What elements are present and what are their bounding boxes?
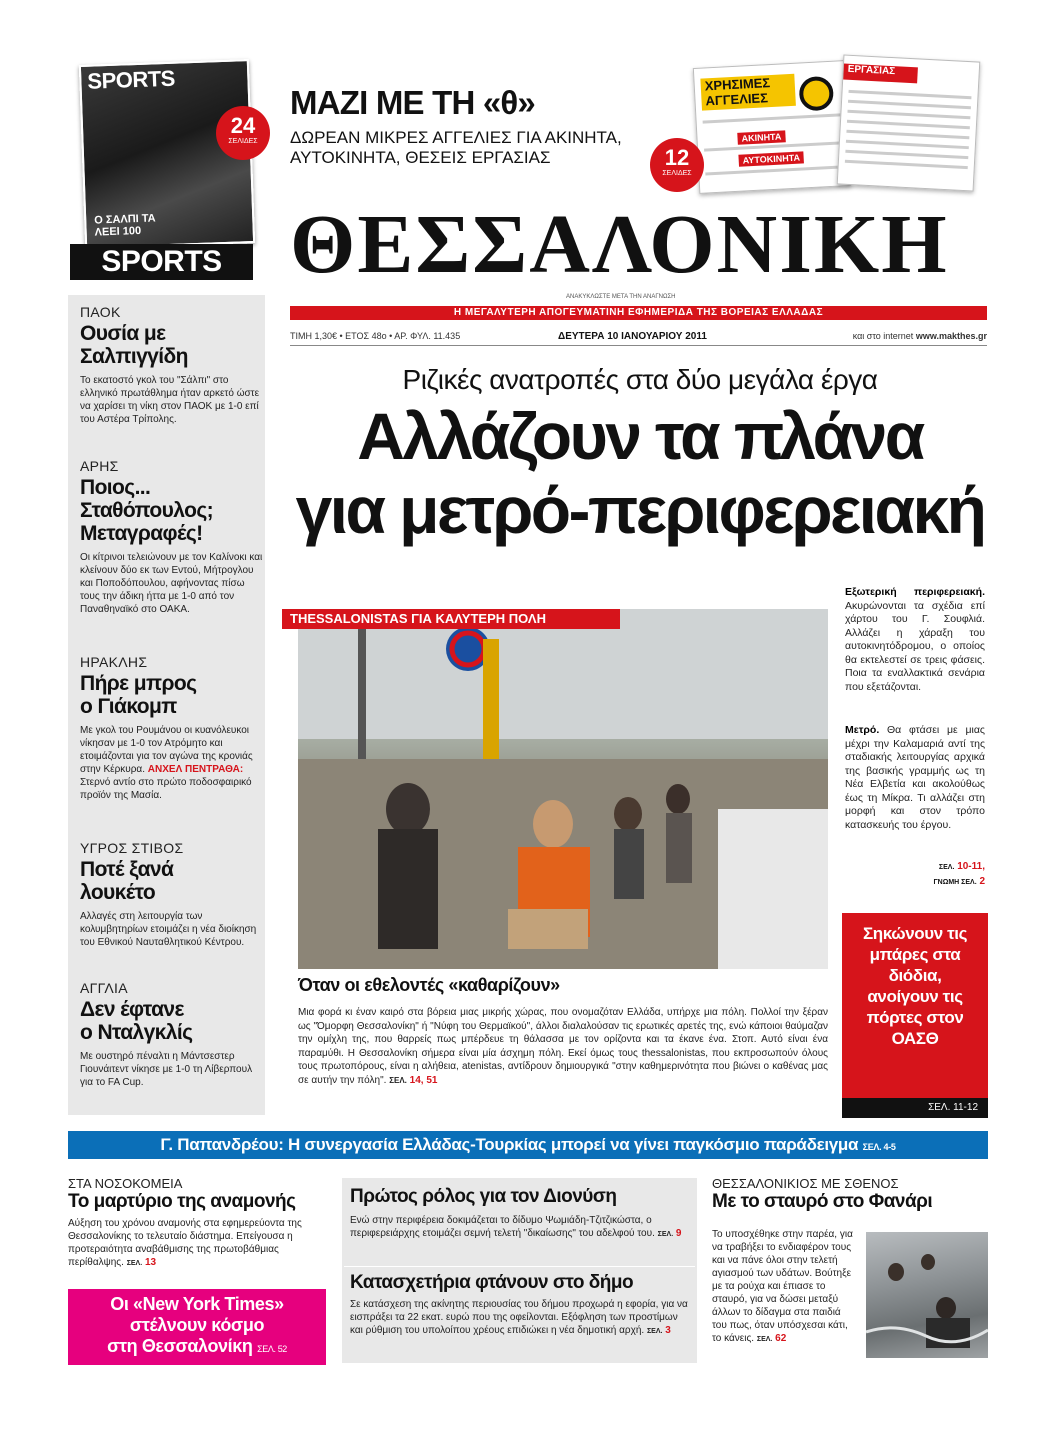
page-ref-label: ΣΕΛ. bbox=[646, 1328, 663, 1335]
photo-caption-body bbox=[298, 1006, 828, 1087]
sports-cover-label: SPORTS bbox=[86, 65, 176, 94]
story-body-extra: Στερνό αντίο στο πρώτο ποδοσφαιρικό προϊόν της Μασία. bbox=[80, 777, 252, 801]
ads-insert-item-2: ΑΥΤΟΚΙΝΗΤΑ bbox=[738, 151, 804, 166]
website-link[interactable]: www.makthes.gr bbox=[915, 331, 987, 341]
ads-insert-item-1: ΑΚΙΝΗΤΑ bbox=[737, 130, 785, 144]
story-headline: Δεν έφτανε ο Νταλγκλίς bbox=[80, 998, 193, 1044]
main-story-headline[interactable] bbox=[290, 399, 990, 547]
story-category: ΑΓΓΛΙΑ bbox=[80, 980, 128, 996]
page-ref-label: ΣΕΛ. bbox=[657, 1231, 674, 1238]
recycle-note: ΑΝΑΚΥΚΛΩΣΤΕ ΜΕΤΑ ΤΗΝ ΑΝΑΓΝΩΣΗ bbox=[566, 294, 676, 300]
sports-cover-overlay: Ο ΣΑΛΠΙ ΤΑ ΛΕΕΙ 100 bbox=[94, 212, 156, 239]
nyt-line-1: Οι «New York Times» bbox=[110, 1294, 284, 1314]
story-body-text: Με γκολ του Ρουμάνου οι κυανόλευκοι νίκησαν με 1-0 τον Ατρόμητο και ετοιμάζονται για τον αγώνα της κρονιάς στην Κέρκυρα. bbox=[80, 725, 253, 775]
nyt-headline bbox=[68, 1289, 326, 1360]
magnifier-icon bbox=[798, 76, 834, 112]
story-body: Αλλαγές στη λειτουργία των κολυμβητηρίων ετοιμάζει η νέα διοίκηση του Εθνικού Ναυταθλητικού Κέντρου. bbox=[80, 911, 257, 948]
ring-road-lead: Εξωτερική περιφερειακή. bbox=[845, 586, 985, 598]
promo-title: ΜΑΖΙ ΜΕ ΤΗ «θ» bbox=[290, 84, 535, 121]
story-body-text: Αύξηση του χρόνου αναμονής στα εφημερεύοντα της Θεσσαλονίκης το τελευταίο διάστημα. Επείγουσα η προτεραιότητα αναβάθμισης της πρωτοβάθμιας περίθαλψης. bbox=[68, 1218, 302, 1268]
nyt-line-3: στη Θεσσαλονίκη bbox=[107, 1336, 253, 1356]
ads-insert-title: ΧΡΗΣΙΜΕΣ ΑΓΓΕΛΙΕΣ bbox=[700, 74, 796, 111]
story-body: Το εκατοστό γκολ του "Σάλπι" στο ελληνικό πρωτάθλημα ήταν αρκετό ώστε να χαρίσει τη νίκη στον ΠΑΟΚ με 1-0 επί του Αστέρα Τρίπολης. bbox=[80, 375, 260, 425]
sports-bar[interactable]: SPORTS bbox=[70, 244, 253, 280]
ring-road-body: Ακυρώνονται τα σχέδια επί χάρτου του Γ. Σουφλιά. Αλλάζει η χάραξη του αυτοκινητόδρομου, ο οποίος θα εκτελεστεί σε τρεις φάσεις. Ποια τα εναλλακτικά σενάρια που εξετάζονται. bbox=[845, 599, 985, 693]
photo-caption-text: Μια φορά κι έναν καιρό στα βόρεια μιας μικρής χώρας, που ονομαζόταν Ελλάδα, υπήρχε μια πόλη. Πολλοί την ξέραν ως "Όμορφη Θεσσαλονίκη" ή "Νύφη του Θερμαϊκού", άλλοι διαλαλούσαν τις ερωτικές αρετές της, ενώ κάποιοι θαύμαζαν την ομίχλη της, που θαρρείς πως μπέρδευε τη θάλασσα με τον ορίζοντα και τα έκανε ένα. Στοπ. Αυτό είναι ένα παραμύθι. Η Θεσσαλονίκη σήμερα είναι μία άσχημη πόλη. Εκεί όμως τους thessalonistas, που εκπροσωπούν όλους τους πρωτοπόρους, είναι η αλήθεια, atenistas, αντίδρουν δημιουργικά "στην καθημερινότητα που βιώνει ο καθένας μας σε αυτήν την πόλη". bbox=[298, 1007, 828, 1086]
story-body bbox=[350, 1214, 690, 1241]
nyt-pink-box[interactable] bbox=[68, 1289, 326, 1365]
page-ref-number: 3 bbox=[665, 1325, 671, 1336]
story-category: ΠΑΟΚ bbox=[80, 304, 121, 320]
jobs-insert-title: ΕΡΓΑΣΙΑΣ bbox=[843, 64, 918, 84]
sports-badge-number: 24 bbox=[230, 113, 256, 138]
cross-story[interactable] bbox=[712, 1176, 990, 1213]
story-category: ΑΡΗΣ bbox=[80, 458, 119, 474]
photo-caption-headline[interactable]: Όταν οι εθελοντές «καθαρίζουν» bbox=[298, 975, 560, 995]
issue-info-line bbox=[290, 331, 987, 346]
opinion-ref-number: 2 bbox=[979, 876, 985, 887]
cross-story-body bbox=[712, 1228, 858, 1346]
ads-badge-number: 12 bbox=[664, 145, 690, 170]
story-headline: Κατασχετήρια φτάνουν στο δήμο bbox=[350, 1272, 634, 1293]
promo-line-2: ΑΥΤΟΚΙΝΗΤΑ, ΘΕΣΕΙΣ ΕΡΓΑΣΙΑΣ bbox=[290, 148, 551, 167]
thessalonistas-banner: THESSALONISTAS ΓΙΑ ΚΑΛΥΤΕΡΗ ΠΟΛΗ bbox=[282, 609, 620, 629]
swimmers-photo-illustration bbox=[866, 1232, 988, 1358]
swimmers-photo[interactable] bbox=[866, 1232, 988, 1358]
story-divider bbox=[344, 1266, 695, 1267]
page-ref-number: 10-11, bbox=[957, 861, 985, 872]
papandreou-headline: Γ. Παπανδρέου: Η συνεργασία Ελλάδας-Τουρκίας μπορεί να γίνει παγκόσμιο παράδειγμα bbox=[160, 1135, 859, 1154]
promo-text bbox=[290, 128, 680, 168]
metro-lead: Μετρό. bbox=[845, 724, 880, 736]
ads-badge-unit: ΣΕΛΙΔΕΣ bbox=[662, 170, 692, 177]
page-ref-label: ΣΕΛ. bbox=[938, 864, 955, 871]
seizures-story[interactable] bbox=[350, 1272, 690, 1338]
story-headline: Ουσία με Σαλπιγγίδη bbox=[80, 322, 188, 368]
story-body bbox=[80, 724, 265, 802]
story-body-text: Το υποσχέθηκε στην παρέα, για να τραβήξει το ενδιαφέρον τους και να πάνε όλοι στην τελετή αγιασμού των υδάτων. Βούτηξε με τα ρούχα και έπιασε το σταυρό, για να δώσει μεταξύ άλλων το δίδαγμα στα παιδιά του πως, όταν υπόσχεσαι κάτι, το κάνεις. bbox=[712, 1229, 853, 1344]
tolls-headline: Σηκώνουν τις μπάρες στα διόδια, ανοίγουν τις πόρτες στον ΟΑΣΘ bbox=[862, 924, 968, 1048]
tolls-page-ref: ΣΕΛ. 11-12 bbox=[842, 1098, 988, 1118]
promo-line-1: ΔΩΡΕΑΝ ΜΙΚΡΕΣ ΑΓΓΕΛΙΕΣ ΓΙΑ ΑΚΙΝΗΤΑ, bbox=[290, 128, 622, 147]
story-headline: Ποτέ ξανά λουκέτο bbox=[80, 858, 174, 904]
newspaper-masthead: ΘΕΣΣΑΛΟΝΙΚΗ bbox=[290, 198, 949, 291]
story-body: Με ουστηρό πέναλτι η Μάντσεστερ Γιουνάιτεντ νίκησε με 1-0 τη Λίβερπουλ για το FA Cup. bbox=[80, 1051, 253, 1088]
story-body: Οι κίτρινοι τελειώνουν με τον Καλίνοκι και κλείνουν δύο εκ των Εντού, Μήτρογλου και Ποποδόπουλου, αφήνοντας πίσω τους την άδικη ήττα με 1-0 από τον Παναθηναϊκό στο ΟΑΚΑ. bbox=[80, 552, 263, 615]
papandreou-page-ref: ΣΕΛ. 4-5 bbox=[862, 1142, 896, 1152]
page-ref-number: 62 bbox=[775, 1333, 787, 1344]
website-info bbox=[853, 331, 987, 341]
story-headline: Το μαρτύριο της αναμονής bbox=[68, 1191, 296, 1212]
page-ref-number: 14, 51 bbox=[409, 1074, 438, 1086]
story-headline: Με το σταυρό στο Φανάρι bbox=[712, 1191, 933, 1212]
main-headline-line-1: Αλλάζουν τα πλάνα bbox=[357, 399, 923, 473]
sports-badge-unit: ΣΕΛΙΔΕΣ bbox=[228, 138, 258, 145]
hospitals-story[interactable] bbox=[68, 1176, 333, 1270]
story-body-text: Ενώ στην περιφέρεια δοκιμάζεται το δίδυμο Ψωμιάδη-Τζιτζικώστα, ο περιφερειάρχης ετοιμάζει σεμνή τελετή "δικαίωσης" του αδελφού του. bbox=[350, 1215, 655, 1239]
main-story-kicker: Ριζικές ανατροπές στα δύο μεγάλα έργα bbox=[402, 364, 878, 395]
right-text-metro bbox=[845, 724, 985, 832]
website-prefix: και στο internet bbox=[852, 331, 914, 341]
page-ref-label: ΣΕΛ. bbox=[389, 1075, 407, 1085]
left-story-aris[interactable] bbox=[80, 458, 265, 616]
sports-pages-badge bbox=[216, 106, 270, 160]
story-headline: Ποιος... Σταθόπουλος; Μεταγραφές! bbox=[80, 476, 214, 545]
nyt-line-2: στέλνουν κόσμο bbox=[129, 1315, 265, 1335]
story-category: ΥΓΡΟΣ ΣΤΙΒΟΣ bbox=[80, 840, 184, 856]
nyt-page-ref: ΣΕΛ. 52 bbox=[257, 1344, 287, 1354]
story-category: ΗΡΑΚΛΗΣ bbox=[80, 654, 148, 670]
dionysis-story[interactable] bbox=[350, 1186, 690, 1241]
story-body bbox=[350, 1298, 690, 1338]
story-highlight: ΑΝΧΕΛ ΠΕΝΤΡΑΘΑ: bbox=[147, 764, 244, 775]
volunteers-photo-illustration bbox=[298, 609, 828, 969]
ads-insert-cover[interactable] bbox=[693, 60, 851, 194]
tolls-red-box[interactable] bbox=[842, 913, 988, 1118]
main-headline-line-2: για μετρό-περιφερειακή bbox=[295, 473, 985, 547]
page-ref-number: 9 bbox=[675, 1228, 682, 1239]
issue-price: ΤΙΜΗ 1,30€ • ΕΤΟΣ 48ο • ΑΡ. ΦΥΛ. 11.435 bbox=[290, 331, 461, 341]
metro-body: Θα φτάσει με μιας μέχρι την Καλαμαριά αντί της σταδιακής λειτουργίας αρχικά της βασικής γραμμής ως τη Νέα Ελβετία και ακολούθως έως τη Μίκρα. Τι αλλάζει στη μορφή και στον τρόπο κατασκευής του έργου. bbox=[845, 724, 985, 831]
volunteers-photo[interactable] bbox=[298, 609, 828, 969]
story-body-text: Σε κατάσχεση της ακίνητης περιουσίας του δήμου προχωρά η εφορία, για να εισπράξει τα 22 εκατ. ευρώ που της οφείλονται. Εξόφληση των προστίμων και ρύθμιση του υπολοίπου χρέους επιδιώκει η νέα δημοτική αρχή. bbox=[350, 1299, 688, 1336]
story-category: ΣΤΑ ΝΟΣΟΚΟΜΕΙΑ bbox=[68, 1176, 183, 1191]
ads-pages-badge bbox=[650, 138, 704, 192]
main-story-page-refs bbox=[845, 860, 985, 890]
left-story-iraklis[interactable] bbox=[80, 654, 265, 802]
right-text-ring-road bbox=[845, 586, 985, 694]
papandreou-banner[interactable] bbox=[68, 1131, 988, 1159]
left-story-paok[interactable] bbox=[80, 304, 265, 426]
page-ref-label: ΣΕΛ. bbox=[756, 1336, 773, 1343]
story-headline: Πρώτος ρόλος για τον Διονύση bbox=[350, 1186, 617, 1207]
page-ref-label: ΣΕΛ. bbox=[126, 1260, 143, 1267]
opinion-ref-label: ΓΝΩΜΗ ΣΕΛ. bbox=[933, 879, 977, 886]
jobs-insert-cover[interactable] bbox=[837, 55, 981, 192]
issue-date: ΔΕΥΤΕΡΑ 10 ΙΑΝΟΥΑΡΙΟΥ 2011 bbox=[558, 331, 707, 342]
page-ref-number: 13 bbox=[144, 1257, 157, 1268]
masthead-tagline: Η ΜΕΓΑΛΥΤΕΡΗ ΑΠΟΓΕΥΜΑΤΙΝΗ ΕΦΗΜΕΡΙΔΑ ΤΗΣ ΒΟΡΕΙΑΣ ΕΛΛΑΔΑΣ bbox=[290, 306, 987, 320]
story-headline: Πήρε μπρος ο Γιάκομπ bbox=[80, 672, 197, 718]
story-category: ΘΕΣΣΑΛΟΝΙΚΙΟΣ ΜΕ ΣΘΕΝΟΣ bbox=[712, 1176, 899, 1191]
left-story-swimming[interactable] bbox=[80, 840, 265, 949]
story-body bbox=[68, 1217, 333, 1270]
left-story-england[interactable] bbox=[80, 980, 265, 1089]
